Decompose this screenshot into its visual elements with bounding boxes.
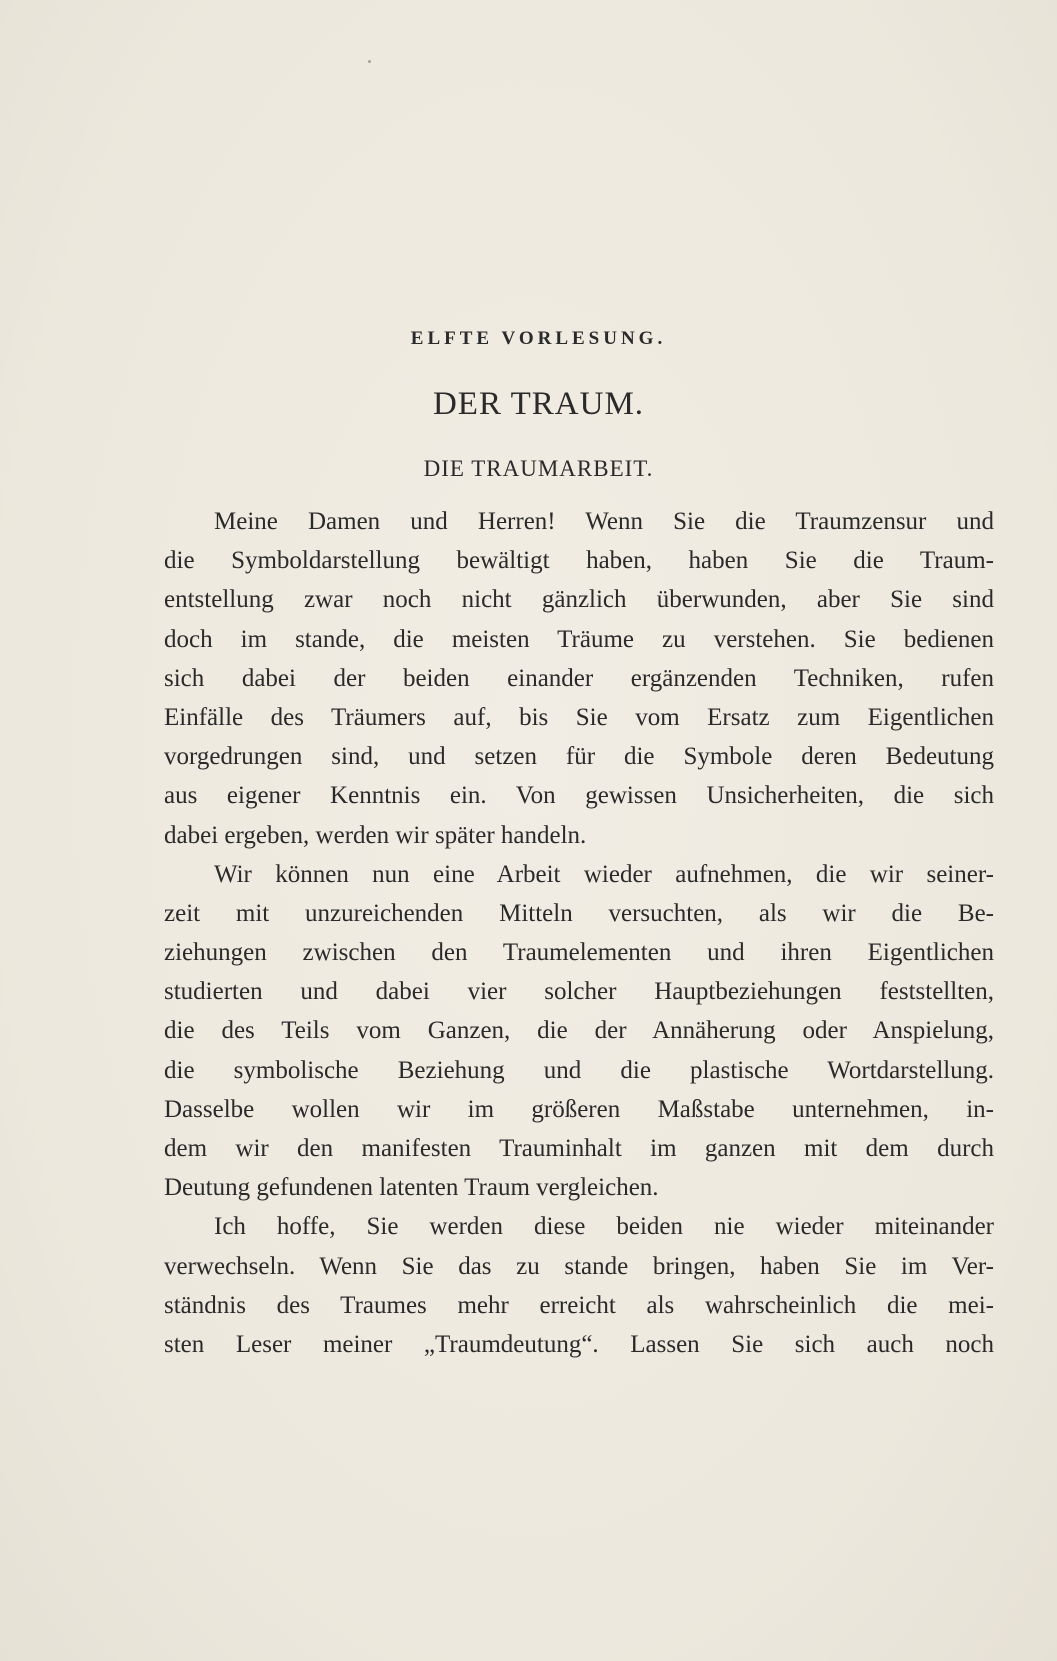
chapter-title: DER TRAUM. [432, 386, 645, 422]
text-line: aus eigener Kenntnis ein. Von gewissen Unsicherheiten, die sich [164, 782, 994, 810]
body-text [164, 502, 994, 1364]
text-line: Meine Damen und Herren! Wenn Sie die Traumzensur und [214, 508, 994, 535]
paper-speck [368, 60, 371, 63]
text-line: zeit mit unzureichenden Mitteln versuchten, als wir die Be- [164, 899, 994, 927]
text-line: dabei ergeben, werden wir später handeln. [164, 821, 587, 849]
text-line: vorgedrungen sind, und setzen für die Symbole deren Bedeutung [164, 743, 994, 771]
text-line: die Symboldarstellung bewältigt haben, haben Sie die Traum- [164, 547, 994, 575]
text-line: doch im stande, die meisten Träume zu verstehen. Sie bedienen [164, 625, 994, 653]
chapter-subtitle: DIE TRAUMARBEIT. [423, 456, 654, 481]
text-line: Wir können nun eine Arbeit wieder aufnehmen, die wir seiner- [214, 860, 994, 888]
text-line: verwechseln. Wenn Sie das zu stande bringen, haben Sie im Ver- [164, 1252, 994, 1280]
text-line: studierten und dabei vier solcher Hauptbeziehungen feststellten, [164, 978, 994, 1006]
text-line: sten Leser meiner „Traumdeutung“. Lassen Sie sich auch noch [164, 1330, 994, 1358]
text-line: entstellung zwar noch nicht gänzlich überwunden, aber Sie sind [164, 586, 994, 614]
text-line: Deutung gefundenen latenten Traum vergleichen. [164, 1174, 659, 1202]
text-line: Einfälle des Träumers auf, bis Sie vom Ersatz zum Eigentlichen [164, 703, 994, 731]
text-line: die symbolische Beziehung und die plastische Wortdarstellung. [164, 1056, 994, 1084]
lecture-heading: ELFTE VORLESUNG. [410, 328, 667, 349]
text-line: Dasselbe wollen wir im größeren Maßstabe unternehmen, in- [164, 1095, 994, 1123]
text-line: ständnis des Traumes mehr erreicht als wahrscheinlich die mei- [164, 1291, 994, 1319]
text-line: die des Teils vom Ganzen, die der Annäherung oder Anspielung, [164, 1017, 994, 1045]
text-line: sich dabei der beiden einander ergänzenden Techniken, rufen [164, 664, 994, 692]
text-line: dem wir den manifesten Trauminhalt im ganzen mit dem durch [164, 1135, 994, 1162]
text-line: ziehungen zwischen den Traumelementen und ihren Eigentlichen [164, 939, 994, 967]
text-line: Ich hoffe, Sie werden diese beiden nie wieder miteinander [214, 1213, 994, 1241]
